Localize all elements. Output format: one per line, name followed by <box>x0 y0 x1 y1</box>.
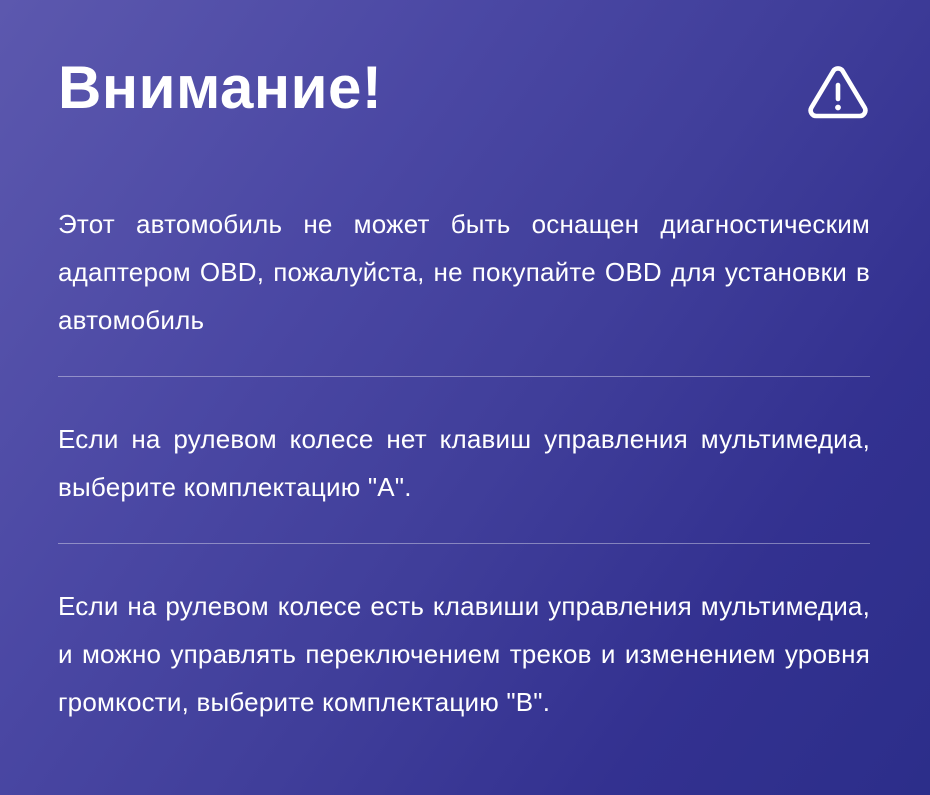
header <box>58 56 870 120</box>
paragraph-option-a: Если на рулевом колесе нет клавиш управления мультимедиа, выберите комплектацию "A". <box>58 424 870 502</box>
divider <box>58 376 870 377</box>
warning-triangle-icon <box>806 64 870 120</box>
paragraph-option-b: Если на рулевом колесе есть клавиши управления мультимедиа, и можно управлять переключением треков и изменением уровня громкости, выберите комплектацию "B". <box>58 591 870 717</box>
page-title: Внимание! <box>58 54 383 121</box>
divider <box>58 543 870 544</box>
paragraph-obd-warning: Этот автомобиль не может быть оснащен диагностическим адаптером OBD, пожалуйста, не покупайте OBD для установки в автомобиль <box>58 209 870 335</box>
